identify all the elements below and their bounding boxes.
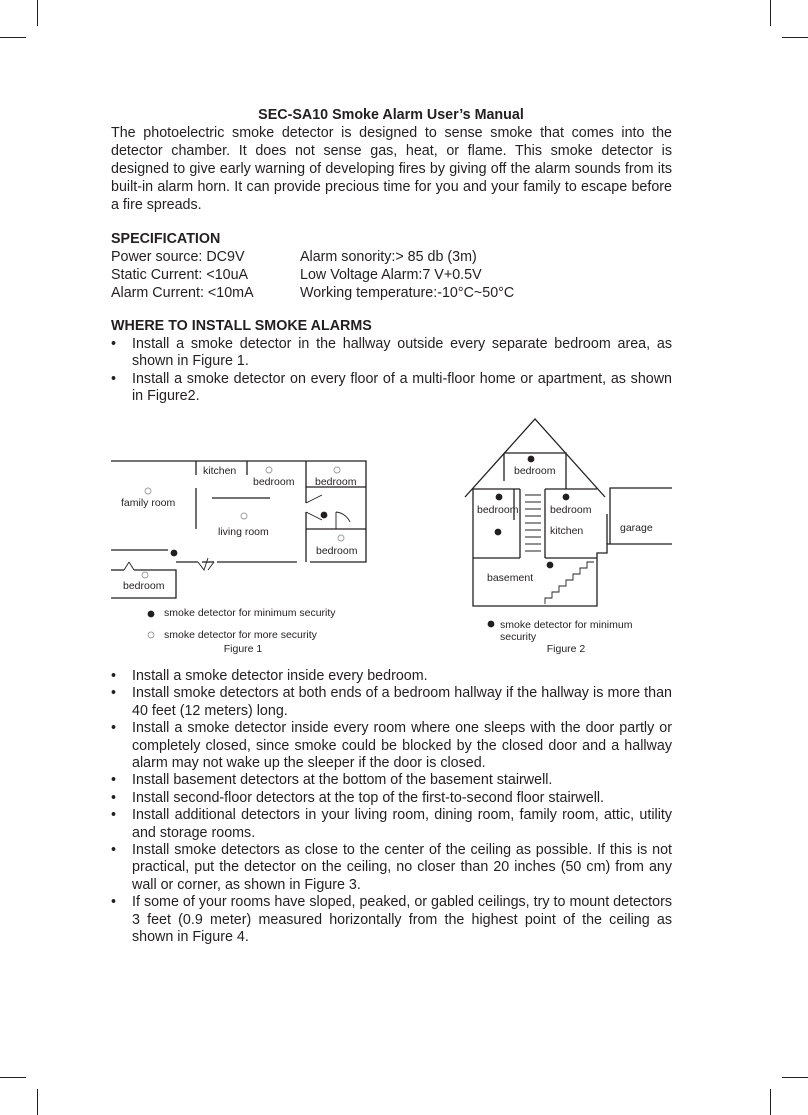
detector-min-icon [563,494,570,501]
intro-paragraph: The photoelectric smoke detector is designed to sense smoke that comes into the detector chamber. It does not sense gas, heat, or flame. This smoke detector is designed to give early warning of developing fires by giving off the alarm sounds from its built-in alarm horn. It can provide precious time for you and your family to escape before a fire spreads. [111,125,672,213]
legend-min-text: smoke detector for minimum security [164,607,336,619]
detector-min-icon [171,550,178,557]
room-label: bedroom [316,545,358,557]
bullet-icon: • [111,789,117,806]
room-label: garage [620,522,653,534]
bullet-icon: • [111,772,117,789]
bullet-icon: • [111,894,117,911]
legend-more-text: smoke detector for more security [164,629,317,641]
bullet-icon: • [111,807,117,824]
detector-min-icon [496,494,503,501]
room-label: bedroom [514,465,556,477]
spec-left: Static Current: <10uA [111,267,249,283]
room-label: bedroom [477,504,519,516]
room-label: living room [218,526,269,538]
room-label: bedroom [253,476,295,488]
list-item: • Install additional detectors in your living room, dining room, family room, attic, utility and storage rooms. [111,807,672,841]
figure-2-labels [477,465,653,584]
detector-more-icon [145,488,151,494]
figure-2-caption: Figure 2 [546,643,586,655]
list-item: • Install a smoke detector on every floor of a multi-floor home or apartment, as shown in Figure2. [111,370,672,405]
install-list-continued [111,668,672,947]
where-heading: WHERE TO INSTALL SMOKE ALARMS [111,318,372,334]
room-label: family room [121,497,176,509]
detector-more-icon [334,467,340,473]
spec-right: Low Voltage Alarm:7 V+0.5V [300,267,482,283]
list-item: • Install a smoke detector in the hallway outside every separate bedroom area, as shown in Figure 1. [111,336,672,370]
detector-min-icon [495,529,502,536]
bullet-icon: • [111,336,117,352]
spec-left: Power source: DC9V [111,249,245,265]
legend-more-icon [148,632,154,638]
legend-min-icon [148,611,155,618]
spec-right: Alarm sonority:> 85 db (3m) [300,249,477,265]
room-label: bedroom [123,580,165,592]
bullet-icon: • [111,720,117,737]
room-label: kitchen [203,465,237,477]
list-item: • Install basement detectors at the bottom of the basement stairwell. [111,772,553,789]
list-item: • If some of your rooms have sloped, peaked, or gabled ceilings, try to mount detectors 3 feet (0.9 meter) measured horizontally from the highest point of the ceiling as shown in Figure 4. [111,894,672,946]
room-label: bedroom [315,476,357,488]
spec-left: Alarm Current: <10mA [111,285,254,301]
detector-min-icon [528,456,535,463]
bullet-icon: • [111,668,117,684]
detector-min-icon [321,512,328,519]
list-item: • Install a smoke detector inside every room where one sleeps with the door partly or completely closed, since smoke could be blocked by the closed door and a hallway alarm may not wake up the sleeper if the door is closed. [111,720,672,772]
specification-heading: SPECIFICATION [111,231,221,247]
detector-more-icon [142,572,148,578]
legend-min-text-cont: security [500,631,537,643]
bullet-icon: • [111,685,117,702]
page-title: SEC-SA10 Smoke Alarm User’s Manual [258,107,524,123]
detector-more-icon [241,513,247,519]
room-label: bedroom [550,504,592,516]
detector-min-icon [547,562,554,569]
bullet-icon: • [111,370,117,387]
figure-1-caption: Figure 1 [223,643,263,655]
detector-more-icon [266,467,272,473]
legend-min-text: smoke detector for minimum [500,619,633,631]
room-label: kitchen [550,525,584,537]
room-label: basement [487,572,534,584]
legend-min-icon [488,621,495,628]
list-item: • Install smoke detectors as close to the center of the ceiling as possible. If this is not practical, put the detector on the ceiling, no closer than 20 inches (50 cm) from any wall or corner, as shown in Figure 3. [111,842,672,893]
list-item: • Install smoke detectors at both ends of a bedroom hallway if the hallway is more than 40 feet (12 meters) long. [111,685,672,719]
bullet-icon: • [111,842,117,859]
list-item: • Install a smoke detector inside every bedroom. [111,668,428,684]
spec-right: Working temperature:-10°C~50°C [300,285,515,301]
detector-more-icon [338,535,344,541]
list-item: • Install second-floor detectors at the top of the first-to-second floor stairwell. [111,789,605,806]
